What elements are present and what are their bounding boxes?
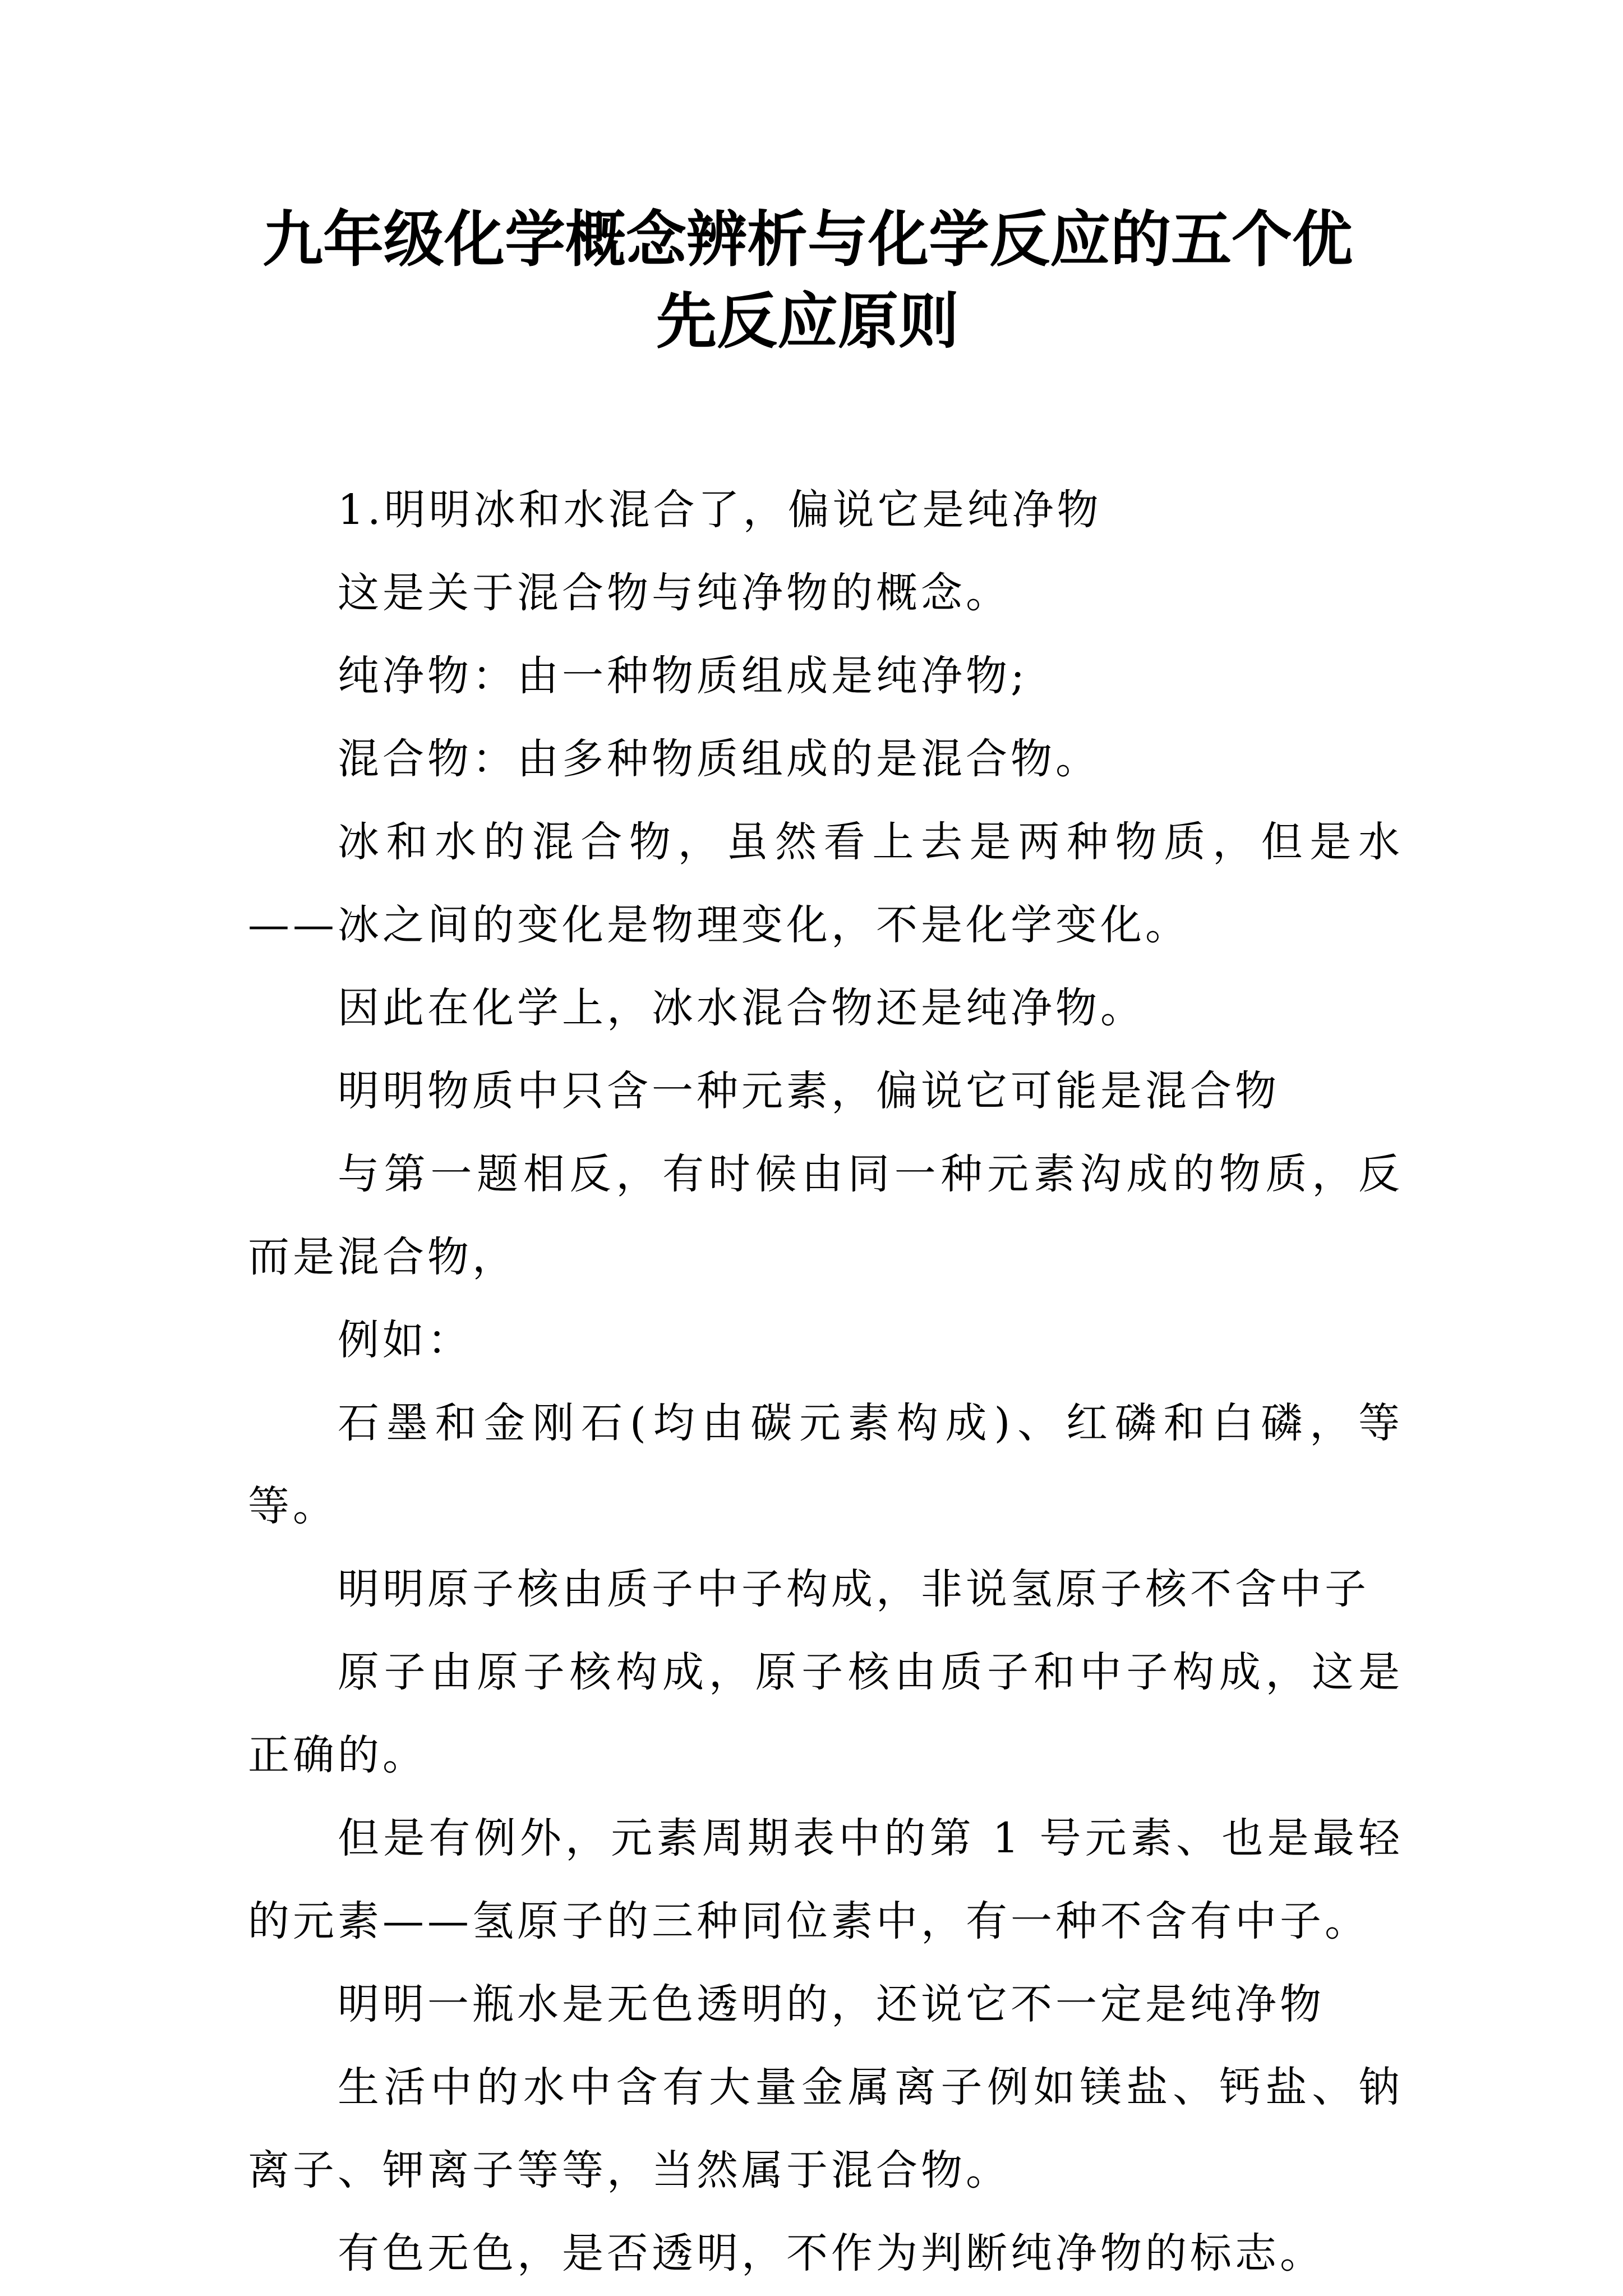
- document-title: [213, 199, 1402, 363]
- paragraph: 因此在化学上，冰水混合物还是纯净物。: [338, 984, 1145, 1032]
- paragraph: 原子由原子核构成，原子核由质子和中子构成，这是正确的。: [248, 1648, 1403, 1779]
- paragraph: 这是关于混合物与纯净物的概念。: [338, 569, 1011, 617]
- title-line-1: 九年级化学概念辨析与化学反应的五个优: [262, 205, 1353, 275]
- paragraph: 有色无色，是否透明，不作为判断纯净物的标志。: [338, 2229, 1325, 2277]
- paragraph: 混合物：由多种物质组成的是混合物。: [338, 735, 1100, 783]
- paragraph: 纯净物：由一种物质组成是纯净物;: [338, 652, 1028, 700]
- paragraph: 冰和水的混合物，虽然看上去是两种物质，但是水——冰之间的变化是物理变化，不是化学变化。: [248, 818, 1403, 949]
- paragraph: 明明一瓶水是无色透明的，还说它不一定是纯净物: [338, 1980, 1325, 2028]
- paragraph: 例如：: [338, 1316, 472, 1364]
- paragraph: 但是有例外，元素周期表中的第 1 号元素、也是最轻的元素——氢原子的三种同位素中，有一种不含有中子。: [248, 1814, 1403, 1945]
- paragraph: 生活中的水中含有大量金属离子例如镁盐、钙盐、钠离子、钾离子等等，当然属于混合物。: [248, 2063, 1403, 2194]
- paragraph: 明明原子核由质子中子构成，非说氢原子核不含中子: [338, 1565, 1370, 1613]
- title-line-2: 先反应原则: [656, 287, 959, 357]
- paragraph: 明明物质中只含一种元素，偏说它可能是混合物: [338, 1067, 1280, 1115]
- paragraph: 1.明明冰和水混合了，偏说它是纯净物: [338, 486, 1102, 534]
- document-body: [248, 468, 1403, 2295]
- paragraph: 与第一题相反，有时候由同一种元素沟成的物质，反而是混合物，: [248, 1150, 1403, 1281]
- paragraph: 石墨和金刚石(均由碳元素构成)、红磷和白磷，等等。: [248, 1399, 1403, 1530]
